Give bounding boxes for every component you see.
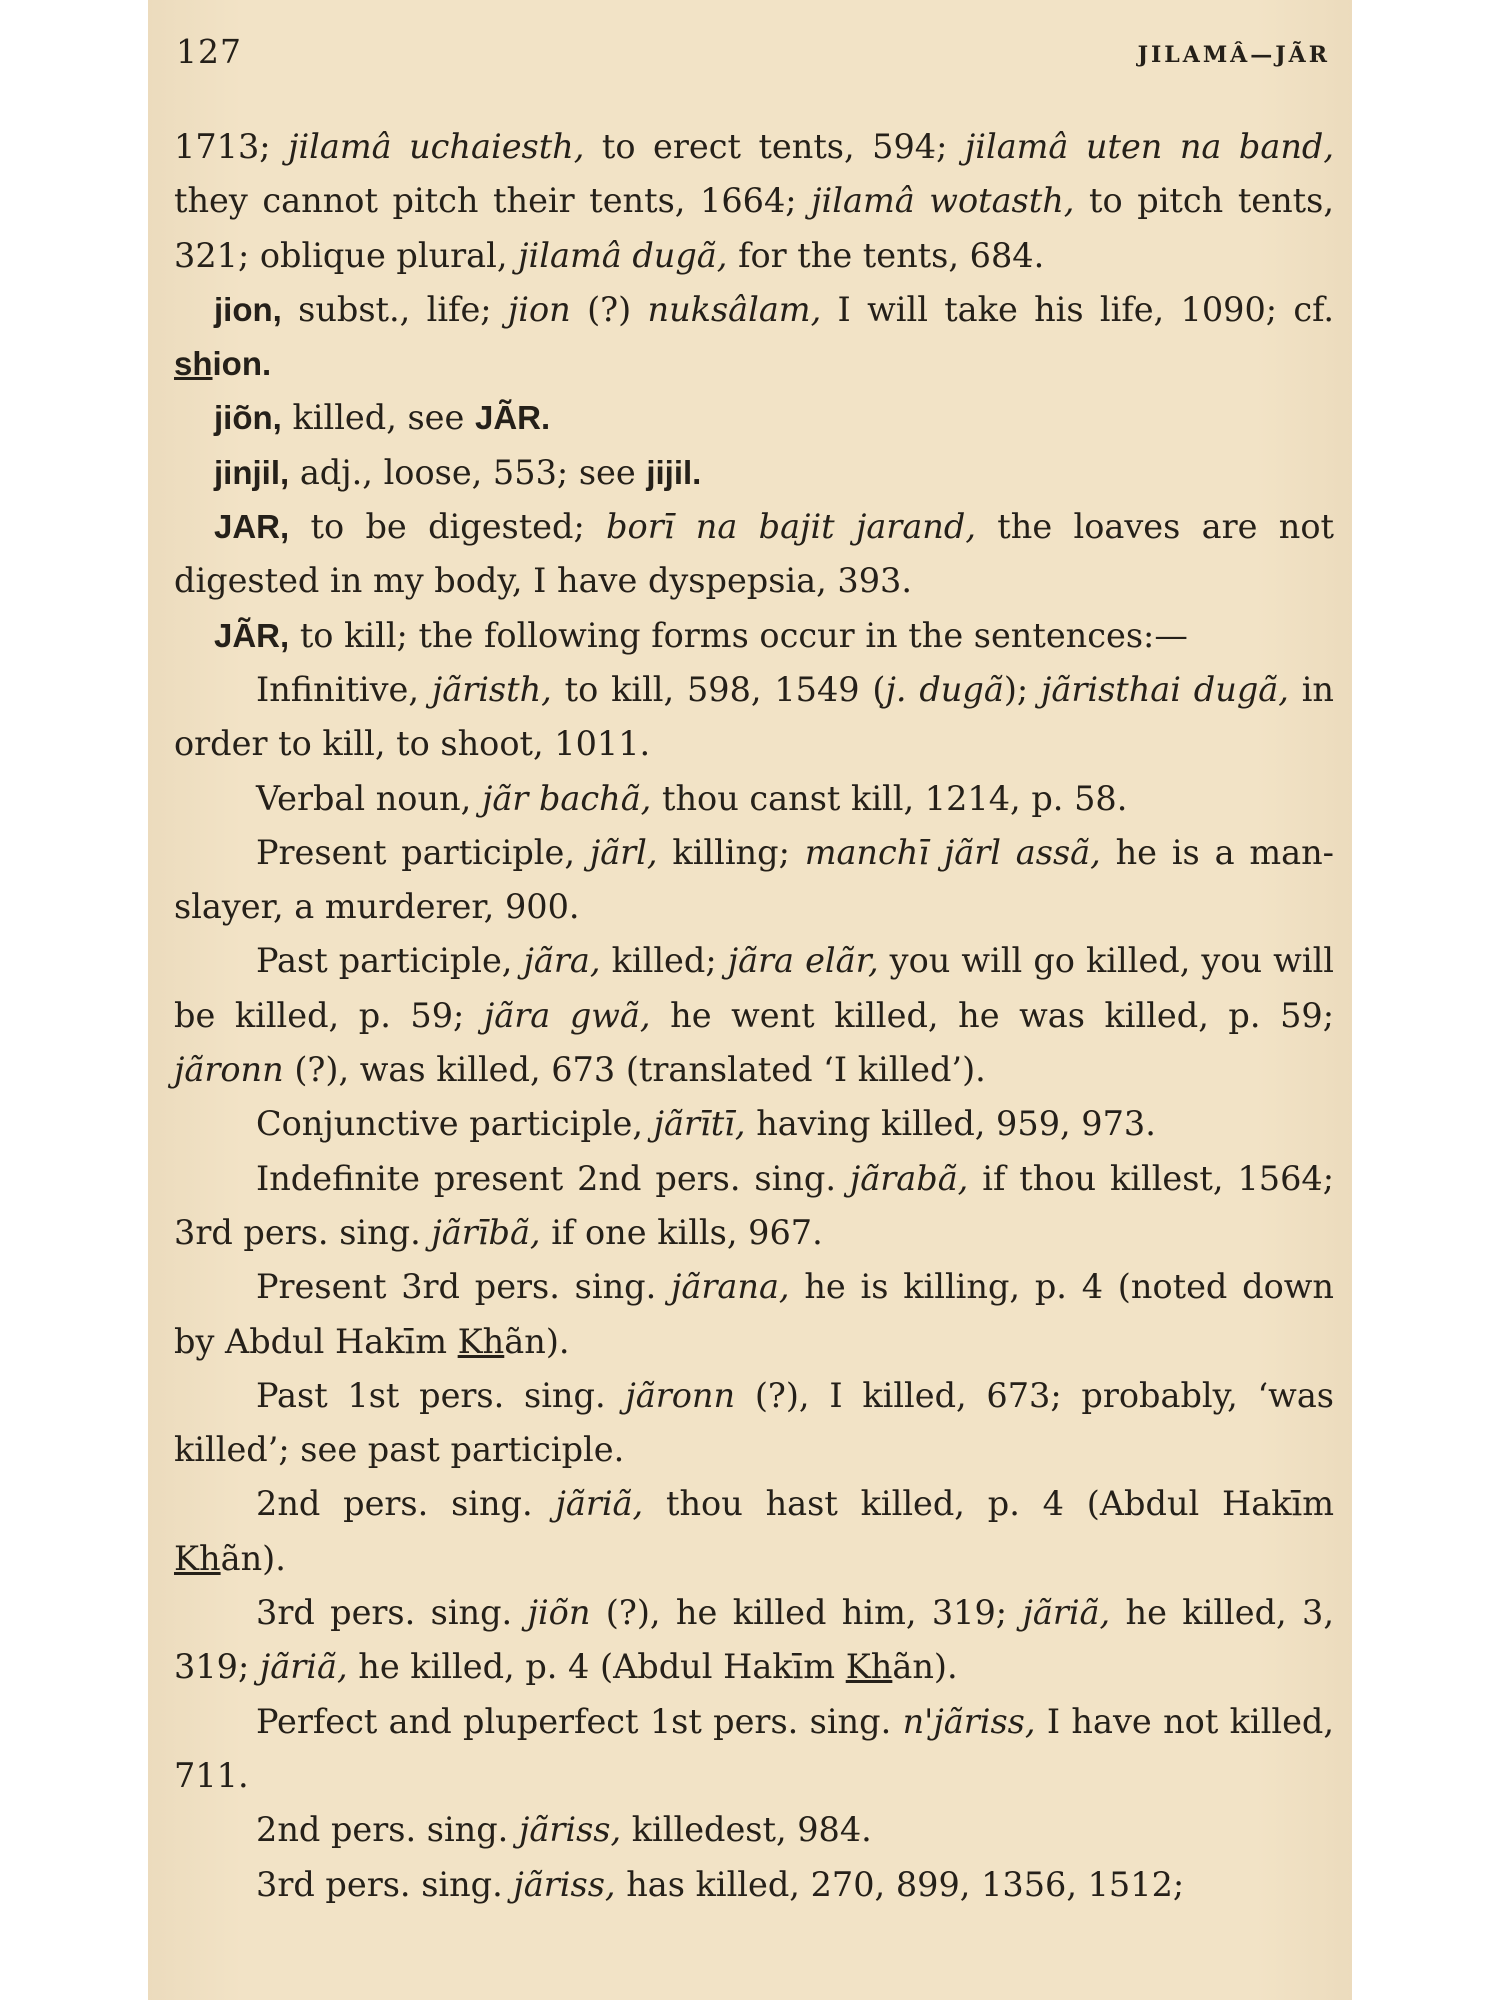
example-text: jãrl,	[589, 832, 658, 872]
text-run: subst., life;	[281, 289, 508, 329]
text-run: they cannot pitch their tents, 1664;	[174, 181, 812, 221]
text-run: to erect tents, 594;	[584, 127, 965, 166]
text-run: 2nd pers. sing.	[256, 1810, 519, 1850]
text-run: he went killed, he was killed, p. 59;	[650, 995, 1334, 1035]
example-text: jãriã,	[1022, 1593, 1111, 1633]
paragraph	[174, 663, 1334, 772]
example-text: jãra gwã,	[483, 995, 651, 1035]
text-run: I will take his life, 1090; cf.	[821, 289, 1334, 329]
text-run: killed;	[600, 941, 728, 981]
paragraph	[174, 934, 1334, 1097]
paragraph	[174, 1858, 1334, 1912]
headword: jion,	[214, 290, 282, 328]
text-run: 2nd pers. sing.	[256, 1484, 556, 1524]
example-text: jãrana,	[671, 1267, 790, 1307]
example-text: nuksâlam,	[647, 289, 822, 329]
example-text: borī na bajit jarand,	[606, 507, 976, 547]
example-text: jãra elãr,	[727, 941, 879, 981]
text-run: thou hast killed, p. 4 (Abdul Hakīm	[643, 1484, 1335, 1524]
running-head: JILAMÂ—JÃR	[1137, 42, 1330, 68]
text-run: thou canst kill, 1214, p. 58.	[651, 778, 1128, 818]
headword: jinjil,	[214, 453, 290, 491]
text-run: 1713;	[174, 127, 289, 166]
text-run: you will go killed, you will be killed, p. 59;	[174, 941, 1334, 1035]
text-run: killed, see	[281, 398, 475, 438]
text-run: Perfect and pluperfect 1st pers. sing.	[256, 1701, 903, 1741]
text-run: );	[1003, 669, 1041, 709]
text-run: 3rd pers. sing.	[256, 1864, 514, 1904]
example-text: jilamâ dugã,	[518, 235, 728, 275]
example-text: j. dugã	[885, 669, 1004, 709]
text-run: Past 1st pers. sing.	[256, 1375, 626, 1415]
paragraph	[174, 283, 1334, 392]
example-text: jãriã,	[555, 1484, 644, 1524]
text-run: Present 3rd pers. sing.	[256, 1267, 672, 1307]
text-run: ãn).	[220, 1538, 286, 1578]
headword: ion.	[212, 345, 272, 383]
paragraph	[174, 1369, 1334, 1478]
headword: JAR,	[214, 508, 290, 546]
paragraph	[174, 1695, 1334, 1804]
text-run: for the tents, 684.	[727, 235, 1045, 275]
text-run: he is killing, p. 4 (noted down by Abdul Hakīm	[174, 1267, 1334, 1361]
text-run: Kh	[174, 1538, 221, 1578]
example-text: jãrītī,	[653, 1104, 746, 1144]
text-run: he killed, p. 4 (Abdul Hakīm	[347, 1647, 846, 1687]
example-text: jãriss,	[513, 1864, 616, 1904]
headword: sh	[174, 345, 213, 383]
example-text: jãronn	[625, 1375, 736, 1415]
page-header	[176, 30, 1330, 80]
book-page	[148, 0, 1352, 2000]
paragraph	[174, 1477, 1334, 1586]
text-run: I have not killed, 711.	[174, 1701, 1334, 1795]
dictionary-text	[174, 120, 1334, 1912]
text-run: (?), I killed, 673; probably, ‘was killed’; see past participle.	[174, 1375, 1334, 1470]
paragraph	[174, 1152, 1334, 1261]
example-text: jiõn	[527, 1593, 591, 1633]
example-text: jãristhai dugã,	[1040, 669, 1289, 709]
text-run: Kh	[457, 1321, 505, 1361]
text-run: having killed, 959, 973.	[745, 1104, 1156, 1144]
text-run: ãn).	[892, 1647, 958, 1687]
paragraph	[174, 391, 1334, 445]
example-text: jãriss,	[518, 1810, 622, 1850]
example-text: n'jãriss,	[902, 1701, 1036, 1741]
text-run: Verbal noun,	[256, 778, 482, 818]
text-run: Past participle,	[256, 941, 524, 981]
example-text: jãr bachã,	[481, 778, 652, 818]
headword: jijil.	[646, 453, 702, 491]
text-run: if thou killest, 1564; 3rd pers. sing.	[174, 1158, 1334, 1252]
text-run: (?)	[570, 289, 648, 329]
paragraph	[174, 446, 1334, 500]
example-text: jilamâ wotasth,	[811, 181, 1075, 221]
text-run: Present participle,	[256, 832, 590, 872]
paragraph	[174, 500, 1334, 609]
example-text: manchī jãrl assã,	[804, 832, 1101, 872]
text-run: Kh	[845, 1647, 893, 1687]
paragraph	[174, 1586, 1334, 1695]
example-text: jãriã,	[259, 1647, 348, 1687]
headword: JÃR,	[214, 616, 290, 654]
text-run: Infinitive,	[256, 669, 432, 709]
example-text: jilamâ uten na band,	[964, 127, 1335, 166]
paragraph	[174, 120, 1334, 283]
text-run: killedest, 984.	[621, 1810, 872, 1850]
headword: JÃR.	[474, 399, 551, 437]
example-text: jãronn	[174, 1050, 284, 1090]
paragraph	[174, 826, 1334, 935]
example-text: jãrabã,	[849, 1158, 969, 1198]
text-run: in order to kill, to shoot, 1011.	[174, 669, 1334, 764]
text-run: to kill, 598, 1549 (	[551, 669, 886, 709]
text-run: (?), was killed, 673 (translated ‘I killed’).	[283, 1050, 986, 1090]
text-run: Indefinite present 2nd pers. sing.	[256, 1158, 850, 1198]
paragraph	[174, 1260, 1334, 1369]
text-run: 3rd pers. sing.	[256, 1593, 528, 1633]
text-run: adj., loose, 553; see	[289, 452, 647, 492]
example-text: jãrībã,	[431, 1212, 541, 1252]
text-run: Conjunctive participle,	[256, 1104, 654, 1144]
paragraph	[174, 1097, 1334, 1151]
text-run: if one kills, 967.	[540, 1212, 823, 1252]
text-run: (?), he killed him, 319;	[590, 1593, 1023, 1633]
paragraph	[174, 772, 1334, 826]
text-run: he killed, 3, 319;	[174, 1593, 1335, 1687]
text-run: the loaves are not digested in my body, I have dyspepsia, 393.	[174, 507, 1334, 601]
example-text: jãra,	[523, 941, 601, 981]
text-run: to be digested;	[289, 507, 607, 547]
paragraph	[174, 609, 1334, 663]
example-text: jion	[507, 289, 571, 329]
text-run: has killed, 270, 899, 1356, 1512;	[615, 1864, 1185, 1904]
text-run: he is a man-slayer, a murderer, 900.	[174, 832, 1335, 927]
text-run: ãn).	[504, 1321, 570, 1361]
text-run: to kill; the following forms occur in the sentences:—	[289, 615, 1188, 655]
page-number: 127	[176, 32, 242, 71]
example-text: jilamâ uchaiesth,	[288, 127, 585, 166]
headword: jiõn,	[214, 399, 282, 437]
text-run: killing;	[657, 832, 805, 872]
text-run: to pitch tents, 321; oblique plural,	[174, 181, 1334, 275]
example-text: jãristh,	[431, 669, 552, 709]
paragraph	[174, 1803, 1334, 1857]
